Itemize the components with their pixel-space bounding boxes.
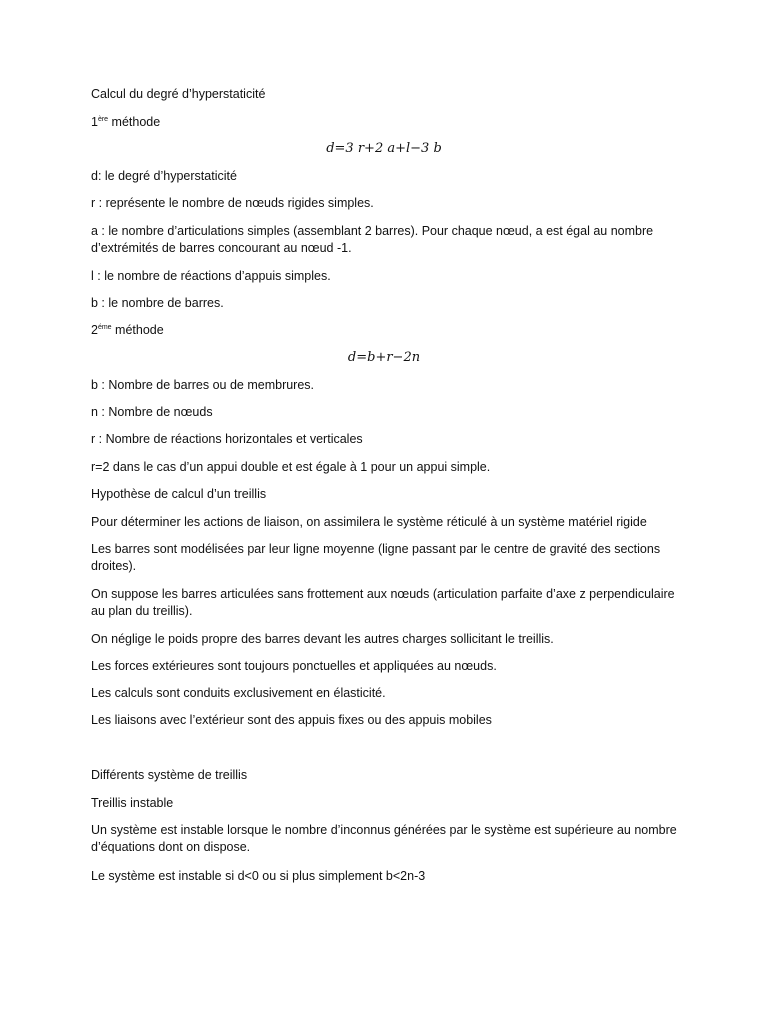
method-2-heading [91,322,681,339]
unstable-heading: Treillis instable [91,796,174,810]
method-1-heading [91,114,681,131]
definition-b2: b : Nombre de barres ou de membrures. [91,378,315,392]
hypothesis-1: Pour déterminer les actions de liaison, on assimilera le système réticulé à un système matériel rigide [91,515,647,529]
formula-2: d=b+r−2n [347,350,421,365]
definition-n: n : Nombre de nœuds [91,405,213,419]
method-2-label: méthode [111,323,164,337]
hypothesis-heading: Hypothèse de calcul d’un treillis [91,487,267,501]
definition-r: r : représente le nombre de nœuds rigides simples. [91,196,374,210]
unstable-condition: Le système est instable si d<0 ou si plus simplement b<2n-3 [91,869,426,883]
definition-b: b : le nombre de barres. [91,296,224,310]
method-1-number: 1 [91,115,98,129]
formula-1: d=3 r+2 a+l−3 b [326,141,442,156]
hypothesis-3: On suppose les barres articulées sans frottement aux nœuds (articulation parfaite d’axe z perpendiculaire au plan du treillis). [91,587,675,618]
method-1-ordinal: ère [97,115,109,123]
hypothesis-5: Les forces extérieures sont toujours ponctuelles et appliquées au nœuds. [91,659,497,673]
definition-r2: r : Nombre de réactions horizontales et verticales [91,432,363,446]
systems-heading: Différents système de treillis [91,768,248,782]
definition-r-note: r=2 dans le cas d’un appui double et est égale à 1 pour un appui simple. [91,460,491,474]
hypothesis-2: Les barres sont modélisées par leur ligne moyenne (ligne passant par le centre de gravité des sections droites). [91,542,661,573]
definition-l: l : le nombre de réactions d’appuis simples. [91,269,331,283]
definition-a: a : le nombre d’articulations simples (assemblant 2 barres). Pour chaque nœud, a est égal au nombre d’extrémités de barres concourant au nœud -1. [91,224,654,255]
hypothesis-7: Les liaisons avec l’extérieur sont des appuis fixes ou des appuis mobiles [91,713,492,727]
hypothesis-6: Les calculs sont conduits exclusivement en élasticité. [91,686,386,700]
hypothesis-4: On néglige le poids propre des barres devant les autres charges sollicitant le treillis. [91,632,554,646]
unstable-definition: Un système est instable lorsque le nombre d’inconnus générées par le système est supérieure au nombre d’équations dont on dispose. [91,823,677,854]
method-2-number: 2 [91,323,98,337]
definition-d: d: le degré d’hyperstaticité [91,169,237,183]
method-2-ordinal: éme [97,323,112,331]
page-title: Calcul du degré d’hyperstaticité [91,87,266,101]
method-1-label: méthode [108,115,161,129]
